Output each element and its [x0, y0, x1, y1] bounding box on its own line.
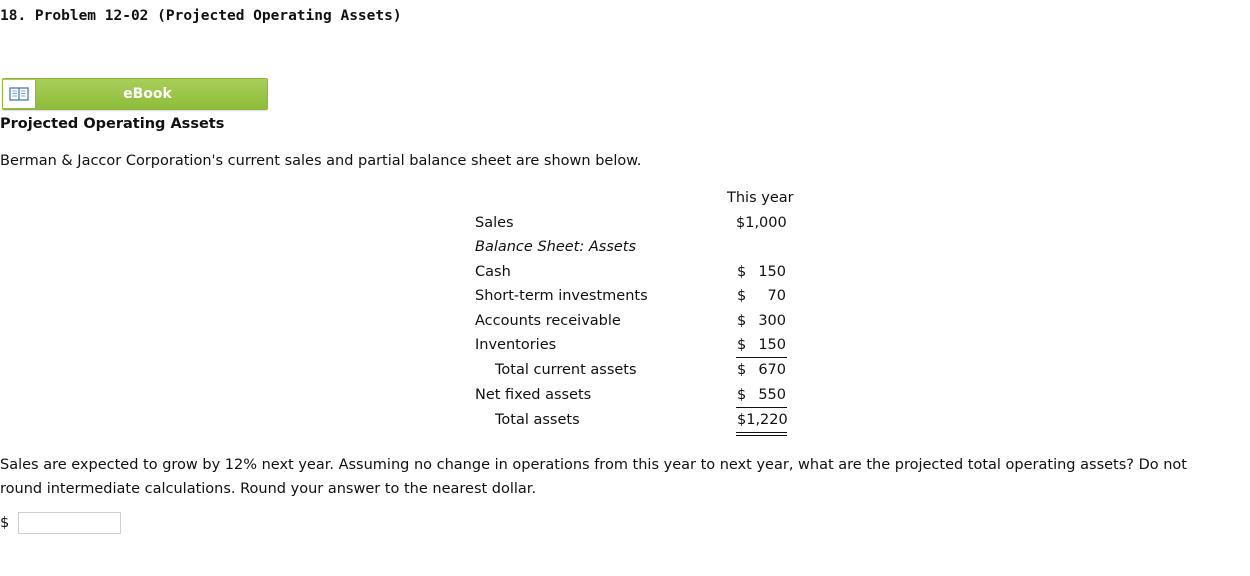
answer-currency: $: [0, 515, 10, 531]
row-currency-total-current-assets: $: [737, 362, 747, 378]
total-double-underline: [736, 432, 787, 436]
row-currency-accounts-receivable: $: [737, 313, 747, 329]
row-value-total-assets: $1,220: [737, 412, 788, 428]
ebook-button[interactable]: [2, 78, 268, 110]
section-heading: Projected Operating Assets: [0, 116, 225, 132]
answer-input[interactable]: [18, 512, 121, 534]
row-label-accounts-receivable: Accounts receivable: [475, 313, 621, 329]
row-value-accounts-receivable: 300: [758, 313, 786, 329]
sales-value: $1,000: [736, 215, 787, 231]
row-label-total-assets: Total assets: [495, 412, 580, 428]
intro-text: Berman & Jaccor Corporation's current sales and partial balance sheet are shown below.: [0, 153, 642, 169]
row-currency-net-fixed-assets: $: [737, 387, 747, 403]
net-fixed-underline: [736, 407, 787, 408]
ebook-label: eBook: [123, 86, 172, 102]
row-value-cash: 150: [758, 264, 786, 280]
row-currency-cash: $: [737, 264, 747, 280]
book-icon: [3, 80, 36, 108]
row-currency-short-term-investments: $: [737, 288, 747, 304]
row-value-total-current-assets: 670: [758, 362, 786, 378]
row-label-net-fixed-assets: Net fixed assets: [475, 387, 592, 403]
subtotal-underline: [736, 357, 787, 358]
row-label-short-term-investments: Short-term investments: [475, 288, 648, 304]
column-header: This year: [727, 190, 794, 206]
row-currency-inventories: $: [737, 337, 747, 353]
balance-sheet-heading: Balance Sheet: Assets: [475, 239, 637, 255]
question-text: Sales are expected to grow by 12% next year. Assuming no change in operations from this year to next year, what are the projected total operating assets? Do not round intermediate calculations. Round your answer to the nearest dollar.: [0, 457, 1187, 497]
row-value-short-term-investments: 70: [767, 288, 786, 304]
row-value-net-fixed-assets: 550: [758, 387, 786, 403]
sales-label: Sales: [475, 215, 514, 231]
row-label-inventories: Inventories: [475, 337, 557, 353]
row-label-total-current-assets: Total current assets: [495, 362, 637, 378]
problem-title: 18. Problem 12-02 (Projected Operating Assets): [0, 8, 402, 24]
row-value-inventories: 150: [758, 337, 786, 353]
row-label-cash: Cash: [475, 264, 511, 280]
